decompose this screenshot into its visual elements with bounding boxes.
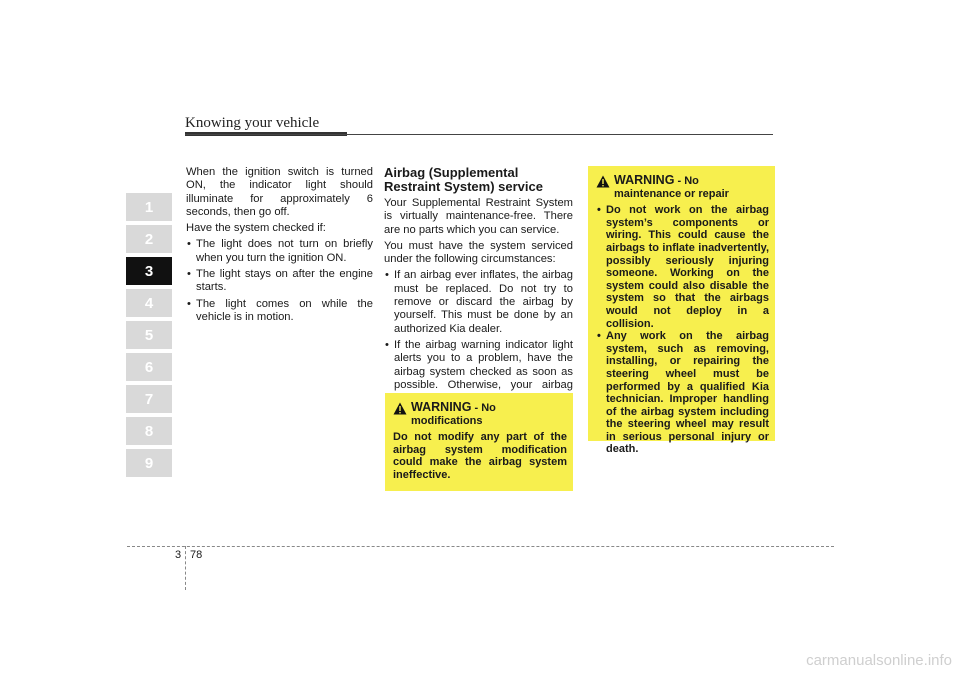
chapter-tab-9[interactable]: 9 (126, 449, 172, 477)
footer-vertical-divider (185, 546, 186, 590)
paragraph: When the ignition switch is turned ON, the indicator light should illuminate for approximately 6 seconds, then go off. (186, 166, 373, 218)
bullet-list (384, 269, 573, 405)
warning-bullet-list (596, 204, 769, 456)
footer-page-number: 78 (190, 549, 203, 561)
warning-triangle-icon (393, 402, 407, 415)
warning-subtitle: - No maintenance or repair (614, 175, 729, 200)
paragraph: Have the system checked if: (186, 222, 326, 235)
header-rule (185, 134, 773, 135)
footer-divider (127, 546, 834, 547)
chapter-tabs (126, 193, 172, 481)
warning-title: WARNING (411, 400, 472, 414)
paragraph: Your Supplemental Restraint System is virtually maintenance-free. There are no parts which you can service. (384, 197, 573, 236)
list-item: • The light stays on after the engine starts. (186, 268, 373, 295)
warning-triangle-icon (596, 175, 610, 188)
bullet-list (186, 238, 373, 324)
page-header-title: Knowing your vehicle (185, 115, 320, 131)
warning-subtitle: - No modifications (411, 402, 496, 427)
chapter-tab-1[interactable]: 1 (126, 193, 172, 221)
chapter-tab-4[interactable]: 4 (126, 289, 172, 317)
chapter-tab-6[interactable]: 6 (126, 353, 172, 381)
warning-box-no-modifications (385, 393, 573, 491)
paragraph: You must have the system serviced under the following circumstances: (384, 239, 573, 266)
warning-box-no-maintenance (588, 166, 775, 456)
list-item: • The light does not turn on briefly when you turn the ignition ON. (186, 238, 373, 265)
chapter-tab-3[interactable]: 3 (126, 257, 172, 285)
text-column-1 (186, 166, 373, 327)
chapter-tab-7[interactable]: 7 (126, 385, 172, 413)
warning-title: WARNING (614, 173, 675, 187)
list-item: • Do not work on the airbag system’s components or wiring. This could cause the airbags to inflate inadvertently, possibly seriously injuring someone. Working on the system could also disable the system so that the airbags would not deploy in a collision. (596, 204, 769, 330)
chapter-tab-8[interactable]: 8 (126, 417, 172, 445)
section-heading: Airbag (Supplemental Restraint System) service (384, 165, 543, 194)
text-column-2 (384, 166, 573, 408)
list-item: • The light comes on while the vehicle is in motion. (186, 298, 373, 325)
list-item: • If an airbag ever inflates, the airbag must be replaced. Do not try to remove or discard the airbag by yourself. This must be done by an authorized Kia dealer. (384, 269, 573, 335)
chapter-tab-2[interactable]: 2 (126, 225, 172, 253)
list-item: • If the airbag warning indicator light alerts you to a problem, have the airbag system checked as soon as possible. Otherwise, your airbag (384, 339, 573, 405)
watermark: carmanualsonline.info (806, 652, 952, 669)
list-item: • Any work on the airbag system, such as removing, installing, or repairing the steering wheel must be performed by a qualified Kia technician. Improper handling of the airbag system including the steering wheel may result in serious personal injury or death. (596, 330, 769, 456)
warning-text: Do not modify any part of the airbag system modification could make the airbag system ineffective. (393, 431, 567, 481)
chapter-tab-5[interactable]: 5 (126, 321, 172, 349)
footer-section-number: 3 (175, 549, 182, 561)
